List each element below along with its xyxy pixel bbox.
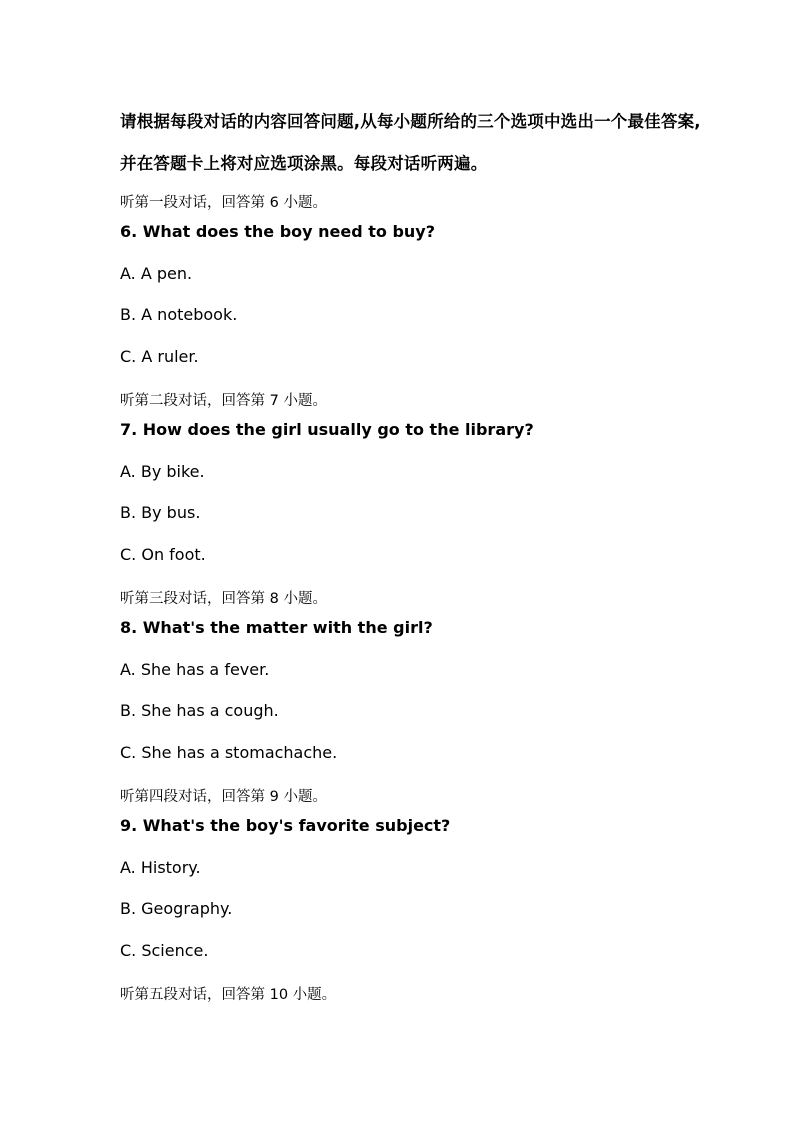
instructions-line-1: 请根据每段对话的内容回答问题,从每小题所给的三个选项中选出一个最佳答案,: [120, 112, 701, 131]
question-7-option-c: C. On foot.: [120, 545, 206, 564]
section-header-2: 听第二段对话，回答第 7 小题。: [120, 393, 327, 409]
question-9-option-a: A. History.: [120, 858, 201, 877]
question-8: 8. What's the matter with the girl?: [120, 618, 433, 637]
question-7-option-a: A. By bike.: [120, 462, 205, 481]
question-9-option-b: B. Geography.: [120, 899, 233, 918]
instructions-line-2: 并在答题卡上将对应选项涂黑。每段对话听两遍。: [120, 154, 488, 173]
question-6: 6. What does the boy need to buy?: [120, 222, 436, 241]
question-7-option-b: B. By bus.: [120, 503, 201, 522]
question-9: 9. What's the boy's favorite subject?: [120, 816, 451, 835]
section-header-4: 听第四段对话，回答第 9 小题。: [120, 789, 327, 805]
question-8-option-b: B. She has a cough.: [120, 701, 279, 720]
question-8-option-a: A. She has a fever.: [120, 660, 270, 679]
section-header-3: 听第三段对话，回答第 8 小题。: [120, 591, 327, 607]
section-header-1: 听第一段对话，回答第 6 小题。: [120, 195, 327, 211]
question-6-option-c: C. A ruler.: [120, 347, 199, 366]
question-7: 7. How does the girl usually go to the library?: [120, 420, 534, 439]
section-header-5: 听第五段对话，回答第 10 小题。: [120, 987, 337, 1003]
question-8-option-c: C. She has a stomachache.: [120, 743, 338, 762]
question-6-option-a: A. A pen.: [120, 264, 193, 283]
question-6-option-b: B. A notebook.: [120, 305, 238, 324]
question-9-option-c: C. Science.: [120, 941, 209, 960]
